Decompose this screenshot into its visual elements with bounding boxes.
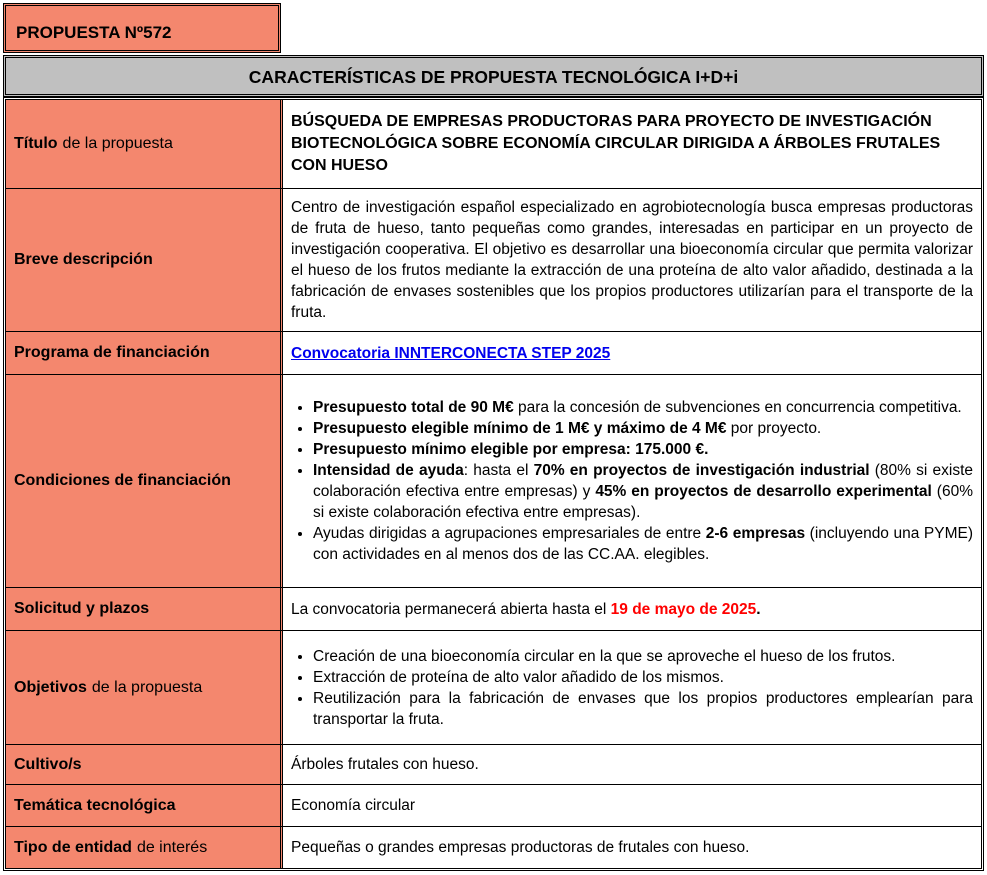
list-item: • Creación de una bioeconomía circular en la que se aproveche el hueso de los frutos. xyxy=(313,646,973,667)
label-entidad: Tipo de entidad de interés xyxy=(6,827,283,868)
row-solicitud xyxy=(6,588,981,631)
row-cultivo xyxy=(6,745,981,785)
row-descripcion xyxy=(6,189,981,332)
section-header: CARACTERÍSTICAS DE PROPUESTA TECNOLÓGICA I+D+i xyxy=(3,55,984,97)
label-programa: Programa de financiación xyxy=(6,332,283,374)
value-objetivos xyxy=(283,631,981,744)
list-item: • Presupuesto total de 90 M€ para la concesión de subvenciones en concurrencia competitiva. xyxy=(313,397,973,418)
row-condiciones xyxy=(6,375,981,588)
value-titulo: BÚSQUEDA DE EMPRESAS PRODUCTORAS PARA PROYECTO DE INVESTIGACIÓN BIOTECNOLÓGICA SOBRE ECONOMÍA CIRCULAR DIRIGIDA A ÁRBOLES FRUTALES CON HUESO xyxy=(291,113,941,174)
value-entidad: Pequeñas o grandes empresas productoras de frutales con hueso. xyxy=(291,839,750,856)
label-titulo: Título de la propuesta xyxy=(6,100,283,188)
program-link[interactable]: Convocatoria INNTERCONECTA STEP 2025 xyxy=(291,344,611,362)
label-condiciones: Condiciones de financiación xyxy=(6,375,283,587)
label-descripcion: Breve descripción xyxy=(6,189,283,331)
label-cultivo: Cultivo/s xyxy=(6,745,283,784)
list-item: • Extracción de proteína de alto valor añadido de los mismos. xyxy=(313,667,973,688)
row-programa xyxy=(6,332,981,375)
list-item: • Intensidad de ayuda: hasta el 70% en proyectos de investigación industrial (80% si existe colaboración efectiva entre empresas) y 45% en proyectos de desarrollo experimental (60% si existe colaboración efectiva entre empresas). xyxy=(313,460,973,523)
row-entidad xyxy=(6,827,981,868)
value-tematica: Economía circular xyxy=(291,797,416,814)
list-item: • Presupuesto mínimo elegible por empresa: 175.000 €. xyxy=(313,439,973,460)
label-tematica: Temática tecnológica xyxy=(6,785,283,826)
value-condiciones xyxy=(283,375,981,587)
label-solicitud: Solicitud y plazos xyxy=(6,588,283,630)
proposal-number: PROPUESTA Nº572 xyxy=(3,3,281,53)
row-tematica xyxy=(6,785,981,827)
value-solicitud: La convocatoria permanecerá abierta hasta el 19 de mayo de 2025. xyxy=(291,600,761,618)
row-titulo xyxy=(6,100,981,189)
proposal-table xyxy=(3,97,984,871)
deadline-date: 19 de mayo de 2025 xyxy=(610,600,757,618)
value-cultivo: Árboles frutales con hueso. xyxy=(291,756,479,773)
value-programa xyxy=(283,332,981,374)
objectives-list xyxy=(291,646,973,730)
list-item: • Ayudas dirigidas a agrupaciones empresariales de entre 2-6 empresas (incluyendo una PYME) con actividades en al menos dos de las CC.AA. elegibles. xyxy=(313,523,973,565)
conditions-list xyxy=(291,397,973,565)
row-objetivos xyxy=(6,631,981,745)
list-item: • Presupuesto elegible mínimo de 1 M€ y máximo de 4 M€ por proyecto. xyxy=(313,418,973,439)
list-item: • Reutilización para la fabricación de envases que los propios productores emplearían para transportar la fruta. xyxy=(313,688,973,730)
value-descripcion: Centro de investigación español especializado en agrobiotecnología busca empresas productoras de fruta de hueso, tanto pequeñas como grandes, interesadas en participar en un proyecto de investigación cooperativa. El objetivo es desarrollar una bioeconomía circular que permita valorizar el hueso de los frutos mediante la extracción de una proteína de alto valor añadido, destinada a la fabricación de envases sostenibles que los propios productores utilizarían para el transporte de la fruta. xyxy=(291,199,973,321)
label-objetivos: Objetivos de la propuesta xyxy=(6,631,283,744)
